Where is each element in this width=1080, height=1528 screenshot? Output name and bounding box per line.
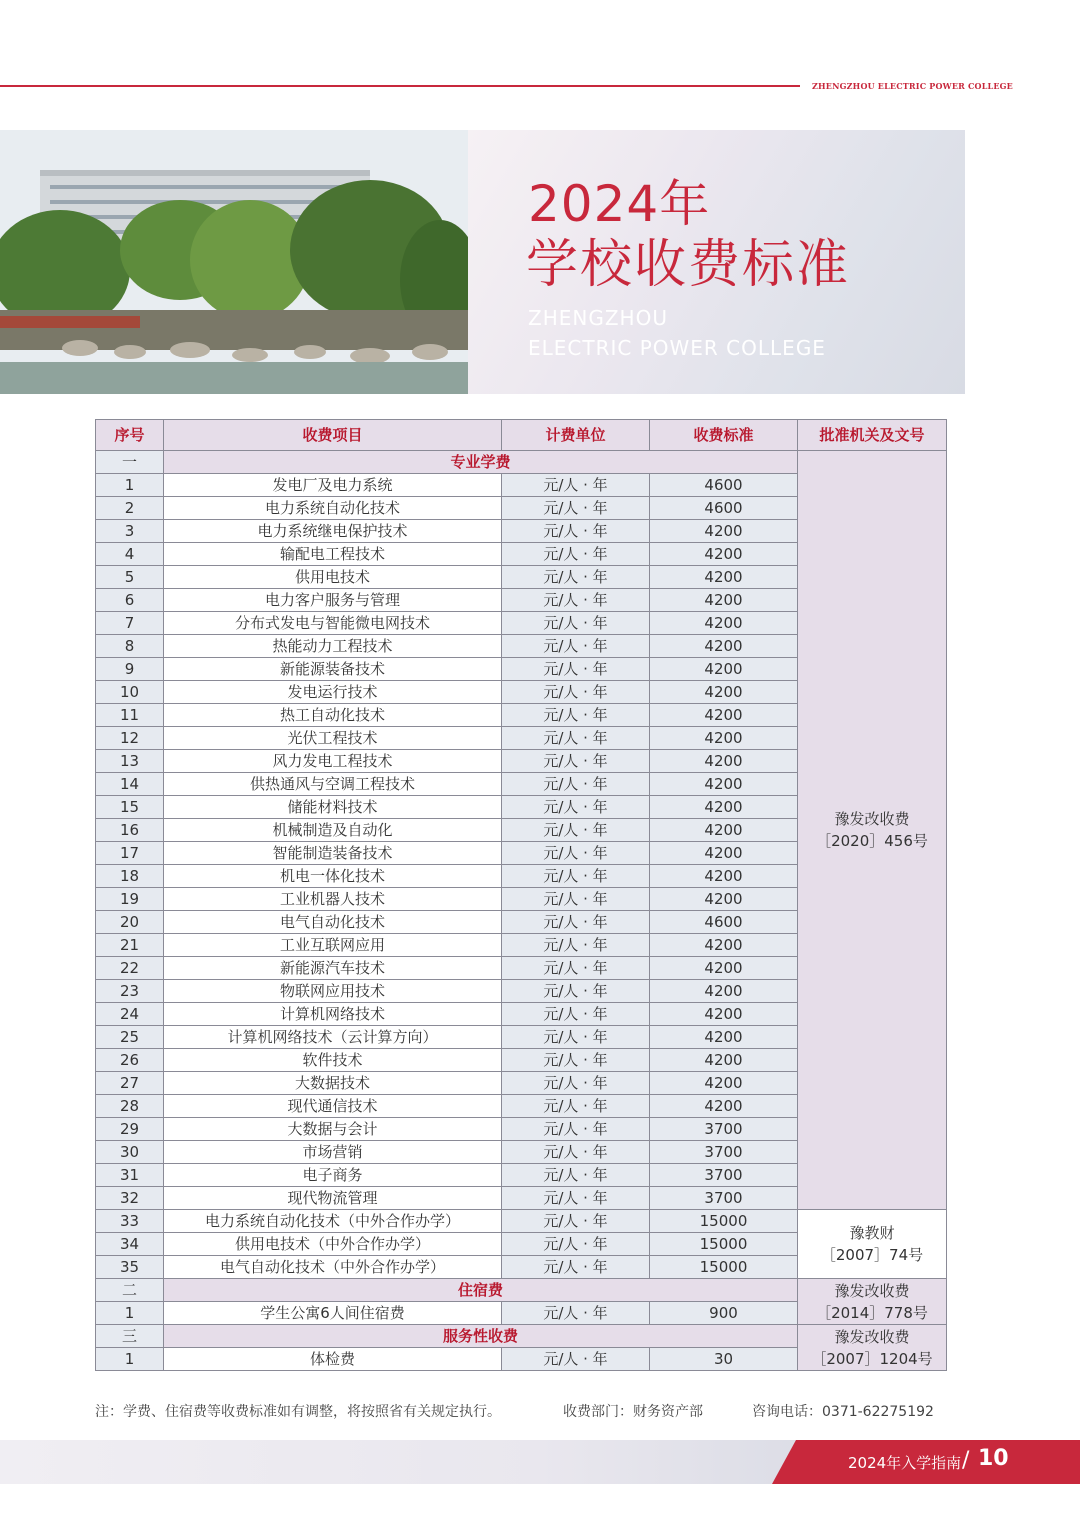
row-index: 27 <box>96 1072 164 1095</box>
row-unit: 元/人 · 年 <box>502 497 650 520</box>
row-index: 30 <box>96 1141 164 1164</box>
row-unit: 元/人 · 年 <box>502 750 650 773</box>
header-item: 收费项目 <box>164 420 502 451</box>
row-item: 供用电技术（中外合作办学） <box>164 1233 502 1256</box>
row-standard: 4200 <box>650 796 798 819</box>
row-standard: 4200 <box>650 520 798 543</box>
header-index: 序号 <box>96 420 164 451</box>
row-standard: 4200 <box>650 589 798 612</box>
row-item: 电力系统继电保护技术 <box>164 520 502 543</box>
row-standard: 4200 <box>650 842 798 865</box>
row-index: 9 <box>96 658 164 681</box>
row-index: 11 <box>96 704 164 727</box>
row-index: 28 <box>96 1095 164 1118</box>
row-unit: 元/人 · 年 <box>502 865 650 888</box>
row-item: 大数据技术 <box>164 1072 502 1095</box>
row-standard: 3700 <box>650 1118 798 1141</box>
row-standard: 3700 <box>650 1164 798 1187</box>
row-item: 热工自动化技术 <box>164 704 502 727</box>
row-index: 12 <box>96 727 164 750</box>
row-standard: 4200 <box>650 635 798 658</box>
row-standard: 4200 <box>650 727 798 750</box>
row-standard: 4200 <box>650 681 798 704</box>
table-row <box>96 1210 947 1233</box>
row-standard: 4200 <box>650 888 798 911</box>
row-item: 输配电工程技术 <box>164 543 502 566</box>
row-standard: 4200 <box>650 750 798 773</box>
approval-line: 豫发改收费 <box>834 1327 910 1346</box>
row-unit: 元/人 · 年 <box>502 773 650 796</box>
row-unit: 元/人 · 年 <box>502 612 650 635</box>
row-unit: 元/人 · 年 <box>502 1256 650 1279</box>
footnote: 注：学费、住宿费等收费标准如有调整，将按照省有关规定执行。 <box>95 1404 501 1420</box>
fee-department: 收费部门：财务资产部 <box>563 1404 703 1420</box>
row-index: 29 <box>96 1118 164 1141</box>
row-unit: 元/人 · 年 <box>502 934 650 957</box>
row-unit: 元/人 · 年 <box>502 704 650 727</box>
hero-title-panel <box>468 130 965 394</box>
row-index: 35 <box>96 1256 164 1279</box>
section-title: 专业学费 <box>164 451 798 474</box>
row-item: 机械制造及自动化 <box>164 819 502 842</box>
row-index: 26 <box>96 1049 164 1072</box>
row-standard: 30 <box>650 1348 798 1371</box>
row-standard: 4200 <box>650 865 798 888</box>
row-item: 电力系统自动化技术（中外合作办学） <box>164 1210 502 1233</box>
row-item: 电子商务 <box>164 1164 502 1187</box>
row-index: 25 <box>96 1026 164 1049</box>
row-item: 现代物流管理 <box>164 1187 502 1210</box>
campus-photo-illustration <box>0 130 468 394</box>
row-standard: 15000 <box>650 1233 798 1256</box>
row-index: 16 <box>96 819 164 842</box>
contact-phone: 咨询电话：0371-62275192 <box>752 1404 934 1420</box>
row-unit: 元/人 · 年 <box>502 1026 650 1049</box>
row-standard: 4600 <box>650 474 798 497</box>
row-unit: 元/人 · 年 <box>502 1302 650 1325</box>
row-unit: 元/人 · 年 <box>502 1049 650 1072</box>
row-item: 光伏工程技术 <box>164 727 502 750</box>
row-index: 24 <box>96 1003 164 1026</box>
row-item: 工业互联网应用 <box>164 934 502 957</box>
row-standard: 4200 <box>650 980 798 1003</box>
section-index: 一 <box>96 451 164 474</box>
row-index: 13 <box>96 750 164 773</box>
row-unit: 元/人 · 年 <box>502 520 650 543</box>
row-standard: 3700 <box>650 1187 798 1210</box>
section-row <box>96 1325 947 1348</box>
approval-line: ［2020］456号 <box>816 832 928 850</box>
row-index: 10 <box>96 681 164 704</box>
row-index: 20 <box>96 911 164 934</box>
row-item: 供热通风与空调工程技术 <box>164 773 502 796</box>
row-index: 2 <box>96 497 164 520</box>
row-unit: 元/人 · 年 <box>502 796 650 819</box>
row-standard: 4600 <box>650 911 798 934</box>
row-unit: 元/人 · 年 <box>502 819 650 842</box>
row-item: 计算机网络技术（云计算方向） <box>164 1026 502 1049</box>
row-unit: 元/人 · 年 <box>502 1118 650 1141</box>
approval-cell <box>798 1210 947 1279</box>
row-index: 33 <box>96 1210 164 1233</box>
row-standard: 4200 <box>650 773 798 796</box>
section-row <box>96 1279 947 1302</box>
row-index: 3 <box>96 520 164 543</box>
hero-banner <box>0 130 965 394</box>
row-standard: 4200 <box>650 819 798 842</box>
row-item: 风力发电工程技术 <box>164 750 502 773</box>
row-item: 智能制造装备技术 <box>164 842 502 865</box>
footer-guide-title: 2024年入学指南 <box>848 1454 962 1472</box>
row-unit: 元/人 · 年 <box>502 842 650 865</box>
row-standard: 4200 <box>650 1049 798 1072</box>
row-index: 19 <box>96 888 164 911</box>
row-standard: 4200 <box>650 1072 798 1095</box>
row-unit: 元/人 · 年 <box>502 635 650 658</box>
header-approval: 批准机关及文号 <box>798 420 947 451</box>
row-standard: 4200 <box>650 566 798 589</box>
row-index: 34 <box>96 1233 164 1256</box>
row-item: 机电一体化技术 <box>164 865 502 888</box>
approval-line: ［2007］1204号 <box>811 1349 933 1368</box>
row-index: 4 <box>96 543 164 566</box>
row-unit: 元/人 · 年 <box>502 1141 650 1164</box>
row-index: 1 <box>96 474 164 497</box>
row-item: 电力客户服务与管理 <box>164 589 502 612</box>
hero-title-year: 2024年 <box>528 175 711 233</box>
row-index: 6 <box>96 589 164 612</box>
row-item: 新能源汽车技术 <box>164 957 502 980</box>
row-index: 17 <box>96 842 164 865</box>
approval-line: 豫教财 <box>849 1224 895 1242</box>
row-unit: 元/人 · 年 <box>502 911 650 934</box>
row-unit: 元/人 · 年 <box>502 566 650 589</box>
row-unit: 元/人 · 年 <box>502 1003 650 1026</box>
row-index: 23 <box>96 980 164 1003</box>
row-item: 计算机网络技术 <box>164 1003 502 1026</box>
table-header-row <box>96 420 947 451</box>
row-item: 新能源装备技术 <box>164 658 502 681</box>
approval-line: 豫发改收费 <box>834 810 910 828</box>
row-item: 电力系统自动化技术 <box>164 497 502 520</box>
hero-en-line2: ELECTRIC POWER COLLEGE <box>528 336 826 360</box>
approval-line: ［2007］74号 <box>820 1246 924 1264</box>
row-unit: 元/人 · 年 <box>502 1095 650 1118</box>
hero-title-main: 学校收费标准 <box>526 235 851 295</box>
section-index: 二 <box>96 1279 164 1302</box>
row-item: 大数据与会计 <box>164 1118 502 1141</box>
row-item: 发电厂及电力系统 <box>164 474 502 497</box>
row-standard: 4200 <box>650 1026 798 1049</box>
row-item: 电气自动化技术（中外合作办学） <box>164 1256 502 1279</box>
row-item: 工业机器人技术 <box>164 888 502 911</box>
row-unit: 元/人 · 年 <box>502 1348 650 1371</box>
row-index: 22 <box>96 957 164 980</box>
header-college-name: ZHENGZHOU ELECTRIC POWER COLLEGE <box>812 81 1013 91</box>
row-standard: 4200 <box>650 1095 798 1118</box>
row-unit: 元/人 · 年 <box>502 980 650 1003</box>
approval-cell <box>798 1279 947 1325</box>
section-title: 住宿费 <box>164 1279 798 1302</box>
row-standard: 4200 <box>650 612 798 635</box>
row-index: 1 <box>96 1302 164 1325</box>
approval-line: ［2014］778号 <box>816 1303 928 1322</box>
fee-table <box>95 419 947 1371</box>
row-item: 电气自动化技术 <box>164 911 502 934</box>
row-item: 市场营销 <box>164 1141 502 1164</box>
footer-slash: / <box>962 1448 970 1473</box>
header-standard: 收费标准 <box>650 420 798 451</box>
row-unit: 元/人 · 年 <box>502 658 650 681</box>
row-unit: 元/人 · 年 <box>502 727 650 750</box>
row-index: 31 <box>96 1164 164 1187</box>
row-unit: 元/人 · 年 <box>502 1210 650 1233</box>
section-title: 服务性收费 <box>164 1325 798 1348</box>
row-unit: 元/人 · 年 <box>502 589 650 612</box>
row-item: 热能动力工程技术 <box>164 635 502 658</box>
row-standard: 4200 <box>650 658 798 681</box>
section-row <box>96 451 947 474</box>
row-standard: 4200 <box>650 543 798 566</box>
row-unit: 元/人 · 年 <box>502 957 650 980</box>
row-standard: 4200 <box>650 957 798 980</box>
top-rule <box>0 85 800 87</box>
row-standard: 3700 <box>650 1141 798 1164</box>
row-unit: 元/人 · 年 <box>502 888 650 911</box>
row-index: 32 <box>96 1187 164 1210</box>
row-item: 供用电技术 <box>164 566 502 589</box>
row-item: 现代通信技术 <box>164 1095 502 1118</box>
approval-cell <box>798 451 947 1210</box>
row-unit: 元/人 · 年 <box>502 1072 650 1095</box>
row-unit: 元/人 · 年 <box>502 681 650 704</box>
row-index: 21 <box>96 934 164 957</box>
row-standard: 4200 <box>650 704 798 727</box>
hero-en-line1: ZHENGZHOU <box>528 306 668 330</box>
row-standard: 4600 <box>650 497 798 520</box>
row-unit: 元/人 · 年 <box>502 474 650 497</box>
row-standard: 4200 <box>650 934 798 957</box>
row-standard: 4200 <box>650 1003 798 1026</box>
row-unit: 元/人 · 年 <box>502 1187 650 1210</box>
row-index: 1 <box>96 1348 164 1371</box>
row-item: 物联网应用技术 <box>164 980 502 1003</box>
row-index: 15 <box>96 796 164 819</box>
row-item: 储能材料技术 <box>164 796 502 819</box>
row-index: 7 <box>96 612 164 635</box>
section-index: 三 <box>96 1325 164 1348</box>
page-number: 10 <box>978 1446 1009 1471</box>
row-standard: 900 <box>650 1302 798 1325</box>
approval-line: 豫发改收费 <box>834 1281 910 1300</box>
campus-photo <box>0 130 468 394</box>
row-standard: 15000 <box>650 1210 798 1233</box>
row-unit: 元/人 · 年 <box>502 543 650 566</box>
row-item: 学生公寓6人间住宿费 <box>164 1302 502 1325</box>
row-item: 体检费 <box>164 1348 502 1371</box>
row-index: 5 <box>96 566 164 589</box>
row-standard: 15000 <box>650 1256 798 1279</box>
row-item: 软件技术 <box>164 1049 502 1072</box>
row-index: 18 <box>96 865 164 888</box>
row-unit: 元/人 · 年 <box>502 1233 650 1256</box>
row-index: 8 <box>96 635 164 658</box>
row-unit: 元/人 · 年 <box>502 1164 650 1187</box>
row-item: 发电运行技术 <box>164 681 502 704</box>
header-unit: 计费单位 <box>502 420 650 451</box>
row-item: 分布式发电与智能微电网技术 <box>164 612 502 635</box>
approval-cell <box>798 1325 947 1371</box>
row-index: 14 <box>96 773 164 796</box>
